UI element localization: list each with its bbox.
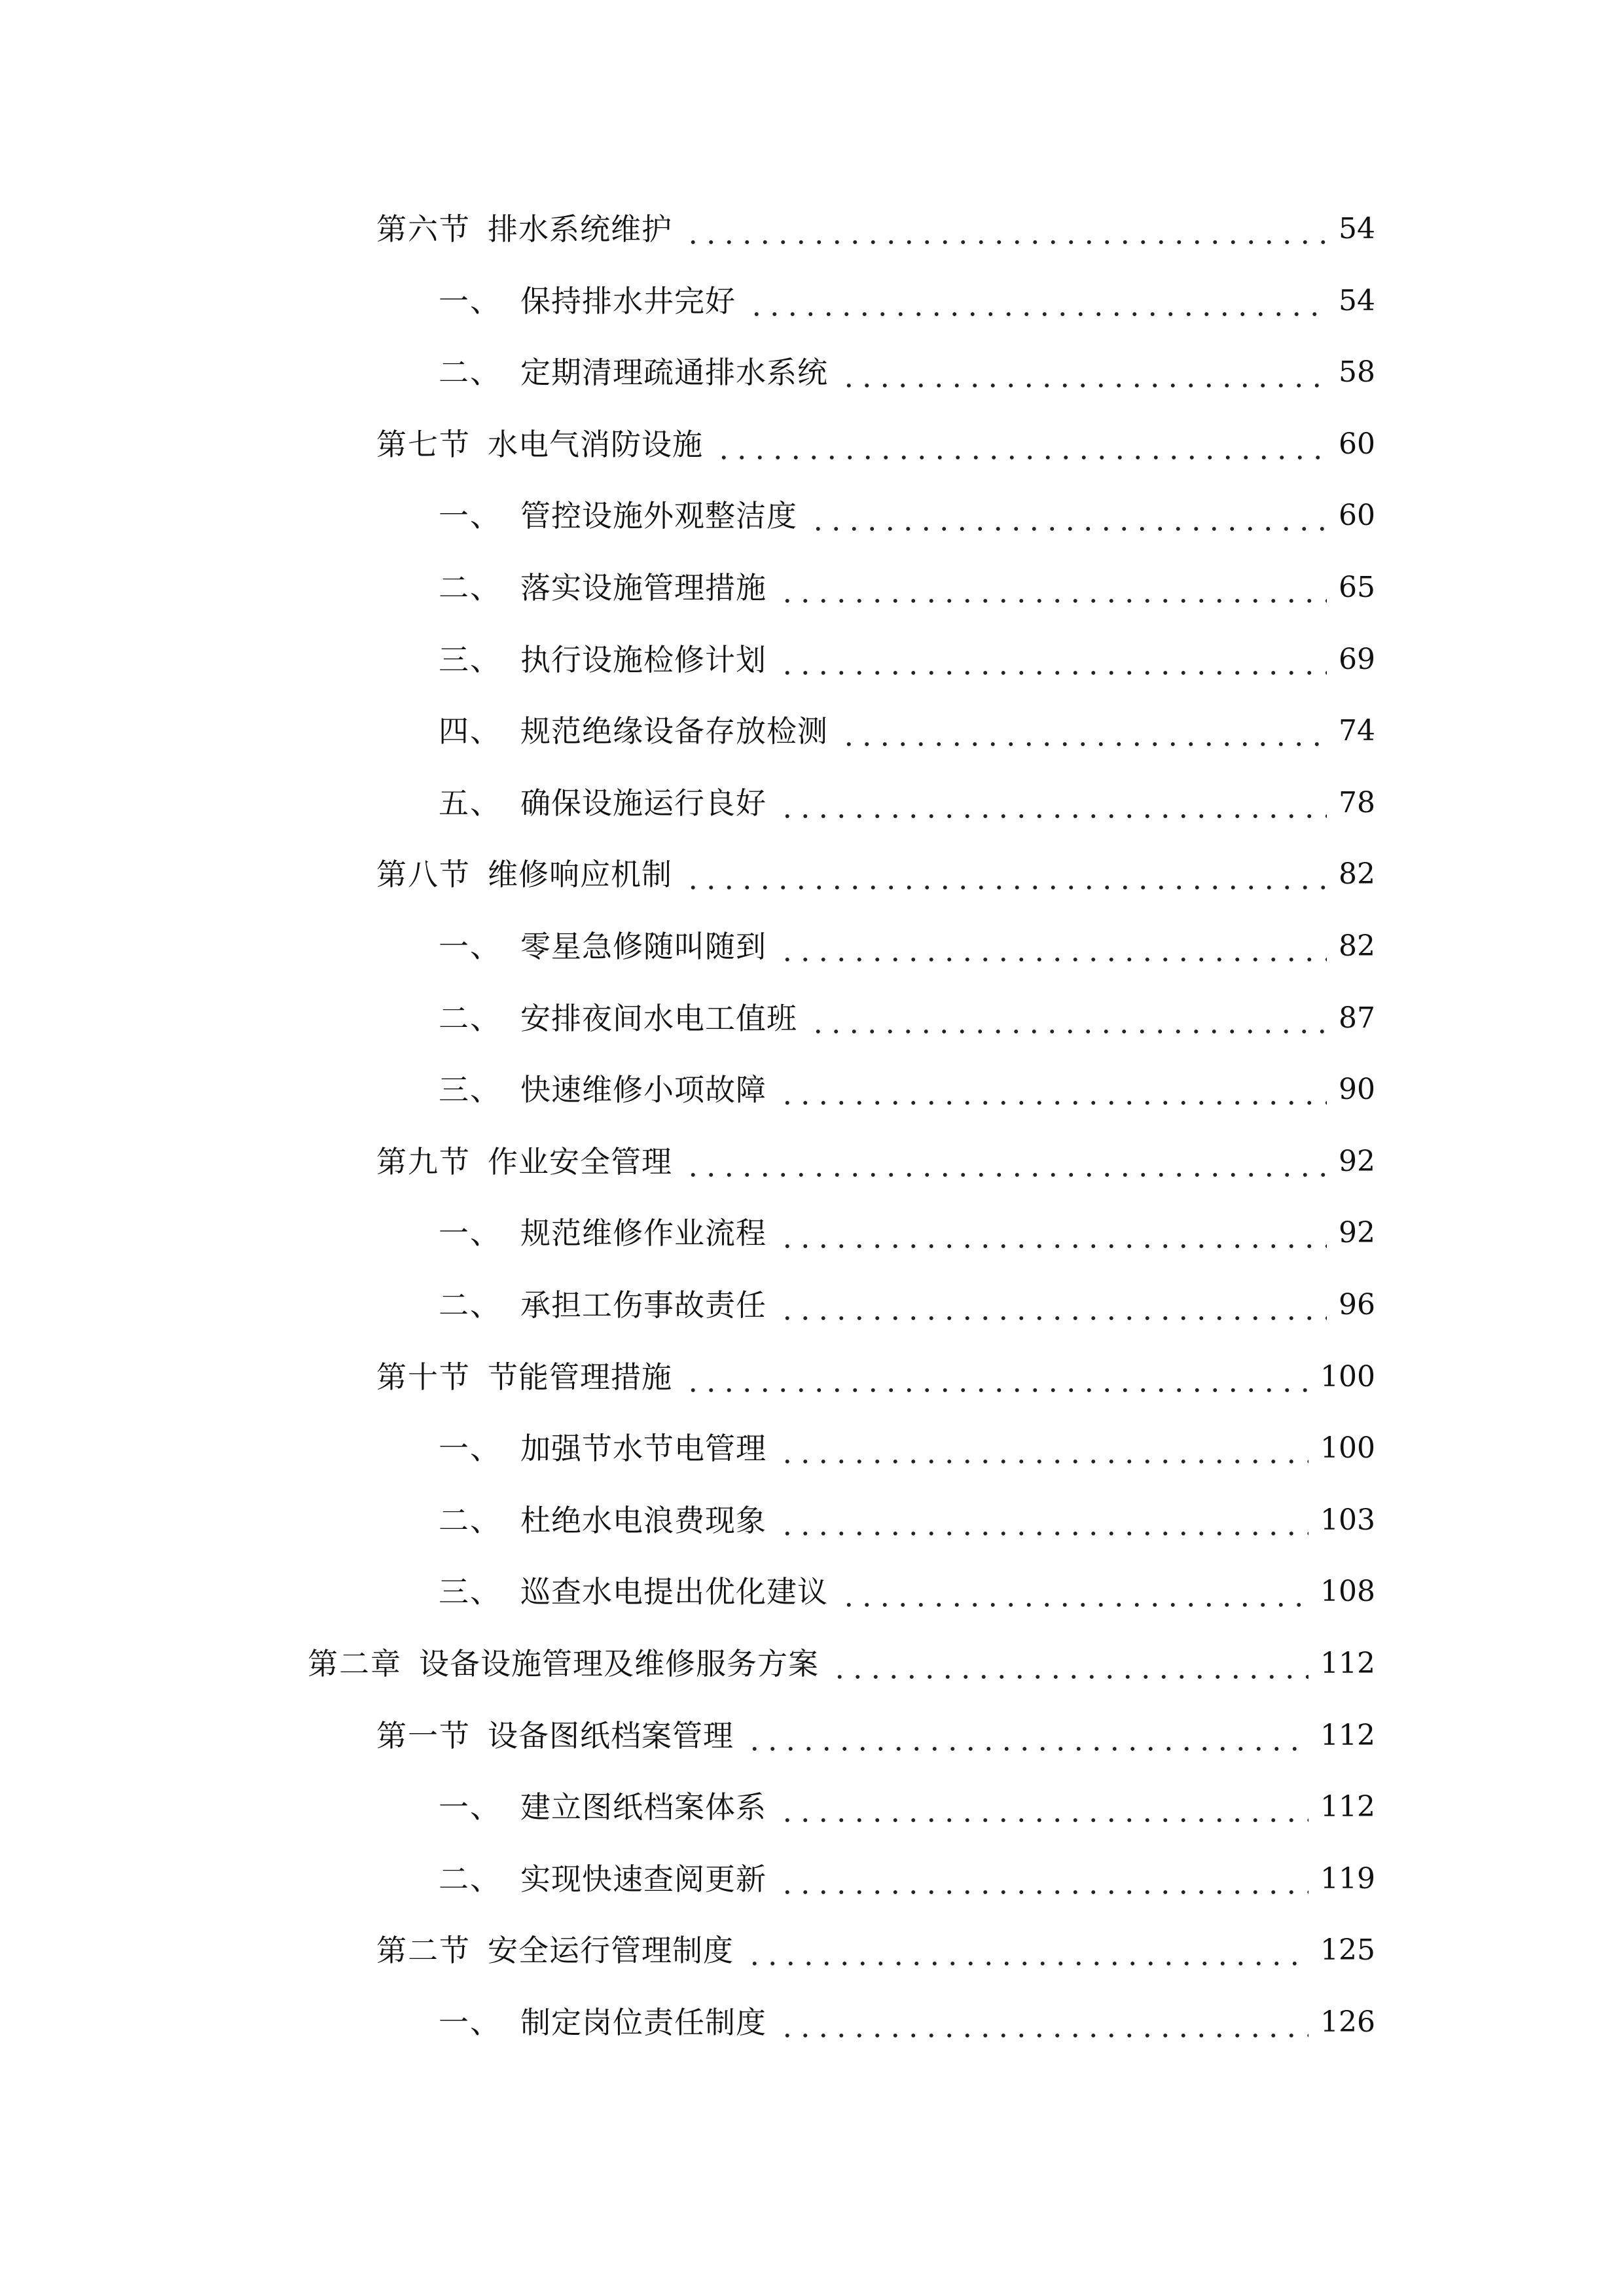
toc-dot-leader [840,705,1327,757]
toc-entry-page-number: 100 [1320,1431,1375,1465]
toc-entry-number: 一、 [439,1215,501,1251]
toc-entry-section[interactable] [0,848,1624,901]
toc-entry-item[interactable] [0,1494,1624,1547]
toc-entry-title: 实现快速查阅更新 [520,1861,767,1897]
toc-entry-number: 第二章 [308,1646,402,1681]
toc-entry-item[interactable] [0,1422,1624,1475]
toc-entry-page-number: 126 [1320,2005,1375,2039]
toc-dot-leader [778,634,1327,686]
toc-entry-title: 水电气消防设施 [488,426,703,462]
toc-entry-number: 一、 [439,929,501,964]
toc-entry-number: 第九节 [376,1143,471,1179]
toc-dot-leader [831,1638,1308,1690]
toc-entry-page-number: 103 [1320,1503,1375,1537]
toc-entry-number: 二、 [439,1287,501,1323]
toc-entry-page-number: 58 [1339,355,1375,389]
toc-entry-title: 安全运行管理制度 [488,1933,734,1969]
toc-dot-leader [778,562,1327,614]
toc-entry-number: 三、 [439,1574,501,1610]
toc-entry-section[interactable] [0,1710,1624,1762]
toc-dot-leader [778,1494,1308,1547]
toc-entry-title: 落实设施管理措施 [520,570,767,605]
toc-entry-page-number: 60 [1339,499,1375,533]
toc-entry-item[interactable] [0,562,1624,614]
toc-dot-leader [778,777,1327,829]
toc-entry-number: 二、 [439,570,501,605]
toc-entry-number: 一、 [439,1431,501,1467]
toc-entry-item[interactable] [0,490,1624,542]
toc-entry-item[interactable] [0,920,1624,973]
toc-dot-leader [778,1279,1327,1331]
toc-entry-title: 承担工伤事故责任 [520,1287,767,1323]
toc-entry-title: 维修响应机制 [488,857,672,893]
toc-dot-leader [778,1422,1308,1475]
toc-entry-item[interactable] [0,1566,1624,1618]
toc-dot-leader [778,1853,1308,1905]
toc-entry-number: 二、 [439,1000,501,1036]
toc-dot-leader [684,1136,1327,1188]
toc-entry-item[interactable] [0,1064,1624,1116]
toc-entry-page-number: 60 [1339,427,1375,461]
toc-entry-title: 作业安全管理 [488,1143,672,1179]
toc-entry-item[interactable] [0,705,1624,757]
toc-dot-leader [778,920,1327,973]
toc-entry-page-number: 87 [1339,1001,1375,1035]
toc-entry-title: 定期清理疏通排水系统 [520,355,828,391]
toc-entry-page-number: 108 [1320,1575,1375,1609]
toc-entry-title: 建立图纸档案体系 [520,1789,767,1825]
toc-entry-chapter[interactable] [0,1638,1624,1690]
toc-entry-number: 二、 [439,355,501,391]
toc-entry-item[interactable] [0,1207,1624,1259]
toc-entry-section[interactable] [0,1136,1624,1188]
toc-entry-number: 第六节 [376,211,471,247]
toc-entry-number: 五、 [439,785,501,821]
toc-dot-leader [748,275,1327,327]
toc-entry-title: 确保设施运行良好 [520,785,767,821]
toc-entry-number: 第七节 [376,426,471,462]
toc-entry-title: 规范绝缘设备存放检测 [520,713,828,749]
toc-entry-number: 第十节 [376,1359,471,1395]
toc-entry-title: 执行设施检修计划 [520,641,767,677]
toc-entry-page-number: 78 [1339,785,1375,819]
toc-entry-page-number: 119 [1320,1861,1375,1895]
toc-entry-number: 第二节 [376,1933,471,1969]
toc-entry-page-number: 112 [1320,1790,1375,1824]
toc-entry-page-number: 96 [1339,1288,1375,1321]
toc-entry-number: 一、 [439,283,501,319]
toc-entry-page-number: 82 [1339,857,1375,891]
toc-entry-title: 设备设施管理及维修服务方案 [419,1646,819,1681]
toc-entry-item[interactable] [0,1996,1624,2049]
toc-entry-page-number: 112 [1320,1718,1375,1752]
toc-entry-title: 快速维修小项故障 [520,1072,767,1108]
toc-dot-leader [746,1710,1308,1762]
toc-entry-number: 二、 [439,1861,501,1897]
toc-entry-number: 三、 [439,641,501,677]
toc-dot-leader [778,1781,1308,1833]
toc-entry-item[interactable] [0,275,1624,327]
toc-dot-leader [778,1207,1327,1259]
toc-dot-leader [778,1064,1327,1116]
toc-entry-item[interactable] [0,777,1624,829]
toc-dot-leader [778,1996,1308,2049]
toc-entry-item[interactable] [0,346,1624,399]
toc-entry-number: 一、 [439,498,501,534]
toc-entry-title: 杜绝水电浪费现象 [520,1502,767,1538]
toc-entry-number: 第八节 [376,857,471,893]
toc-entry-number: 一、 [439,1789,501,1825]
toc-entry-section[interactable] [0,1351,1624,1403]
toc-entry-page-number: 69 [1339,642,1375,676]
toc-entry-page-number: 90 [1339,1073,1375,1107]
toc-entry-section[interactable] [0,203,1624,255]
toc-entry-page-number: 54 [1339,212,1375,245]
toc-entry-page-number: 92 [1339,1216,1375,1250]
toc-entry-title: 加强节水节电管理 [520,1431,767,1467]
toc-dot-leader [684,848,1327,901]
toc-dot-leader [715,418,1327,471]
toc-entry-item[interactable] [0,634,1624,686]
toc-entry-title: 节能管理措施 [488,1359,672,1395]
toc-entry-page-number: 74 [1339,714,1375,748]
toc-entry-page-number: 82 [1339,929,1375,963]
toc-dot-leader [809,490,1327,542]
toc-entry-number: 三、 [439,1072,501,1108]
toc-entry-title: 排水系统维护 [488,211,672,247]
toc-entry-number: 四、 [439,713,501,749]
toc-entry-title: 巡查水电提出优化建议 [520,1574,828,1610]
toc-entry-number: 第一节 [376,1717,471,1753]
toc-entry-page-number: 100 [1320,1359,1375,1393]
toc-entry-title: 零星急修随叫随到 [520,929,767,964]
toc-entry-page-number: 125 [1320,1933,1375,1967]
toc-entry-page-number: 112 [1320,1647,1375,1680]
toc-entry-section[interactable] [0,1924,1624,1977]
toc-entry-title: 安排夜间水电工值班 [520,1000,797,1036]
toc-entry-title: 规范维修作业流程 [520,1215,767,1251]
toc-dot-leader [746,1924,1308,1977]
toc-dot-leader [840,346,1327,399]
toc-dot-leader [684,1351,1308,1403]
toc-entry-title: 保持排水井完好 [520,283,736,319]
toc-entry-item[interactable] [0,1853,1624,1905]
toc-entry-number: 二、 [439,1502,501,1538]
toc-entry-section[interactable] [0,418,1624,471]
toc-entry-item[interactable] [0,992,1624,1045]
toc-entry-title: 管控设施外观整洁度 [520,498,797,534]
toc-dot-leader [809,992,1327,1045]
toc-entry-title: 设备图纸档案管理 [488,1717,734,1753]
toc-entry-page-number: 92 [1339,1144,1375,1178]
toc-entry-item[interactable] [0,1279,1624,1331]
toc-entry-number: 一、 [439,2005,501,2040]
toc-dot-leader [840,1566,1308,1618]
toc-entry-item[interactable] [0,1781,1624,1833]
toc-entry-page-number: 54 [1339,283,1375,317]
toc-entry-title: 制定岗位责任制度 [520,2005,767,2040]
toc-entry-page-number: 65 [1339,571,1375,604]
toc-dot-leader [684,203,1327,255]
